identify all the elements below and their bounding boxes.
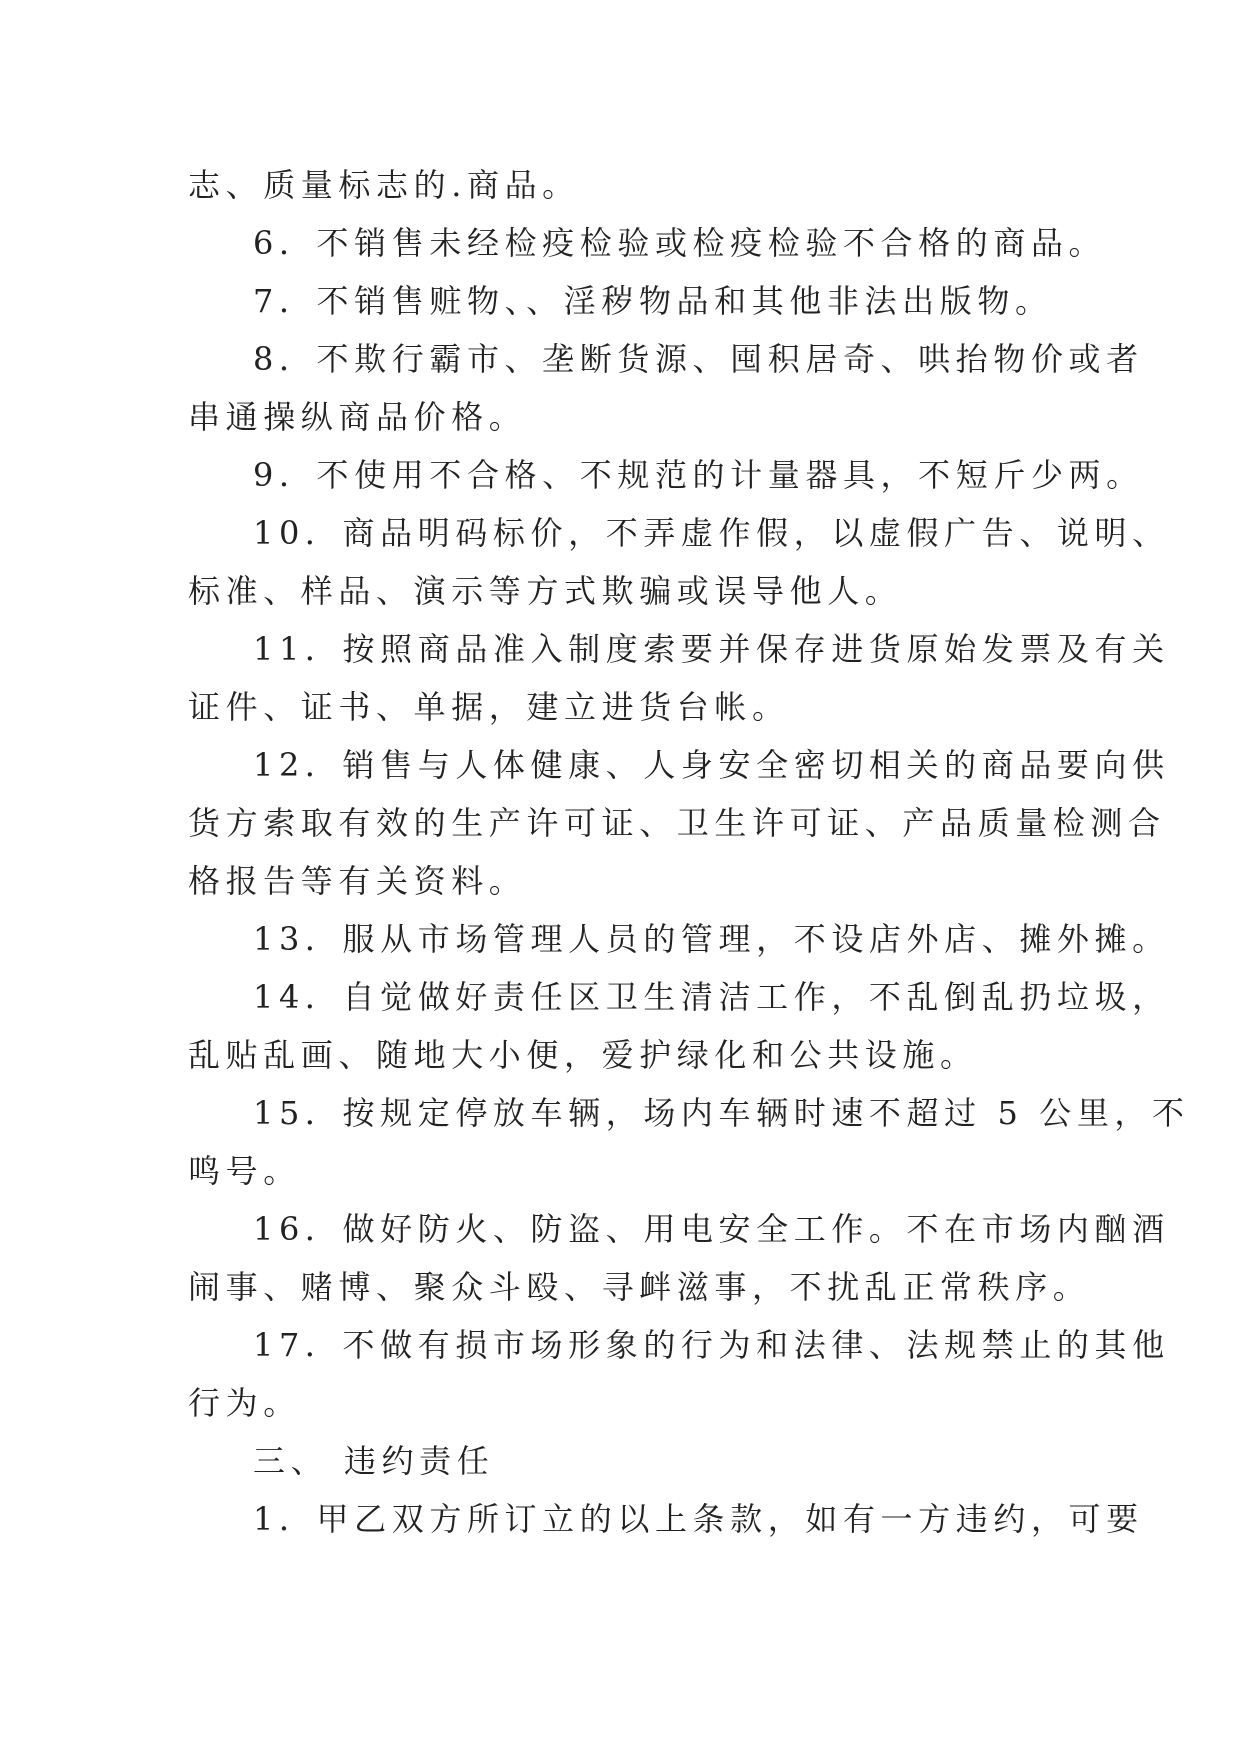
- text-line: 11．按照商品准入制度索要并保存进货原始发票及有关: [253, 630, 1170, 668]
- text-line: 1．甲乙双方所订立的以上条款，如有一方违约，可要: [253, 1500, 1144, 1538]
- text-line: 6．不销售未经检疫检验或检疫检验不合格的商品。: [253, 224, 1107, 262]
- text-line: 12．销售与人体健康、人身安全密切相关的商品要向供: [253, 746, 1170, 784]
- text-line: 格报告等有关资料。: [188, 862, 527, 900]
- text-line: 串通操纵商品价格。: [188, 398, 527, 436]
- text-line: 15．按规定停放车辆，场内车辆时速不超过 5 公里，不: [253, 1094, 1190, 1132]
- text-line: 证件、证书、单据，建立进货台帐。: [188, 688, 790, 726]
- text-line: 10．商品明码标价，不弄虚作假，以虚假广告、说明、: [253, 514, 1170, 552]
- text-line: 14．自觉做好责任区卫生清洁工作，不乱倒乱扔垃圾，: [253, 978, 1170, 1016]
- text-line: 行为。: [188, 1384, 301, 1422]
- section-heading: 三、 违约责任: [253, 1442, 495, 1480]
- text-line: 8．不欺行霸市、垄断货源、囤积居奇、哄抬物价或者: [253, 340, 1144, 378]
- text-line: 7．不销售赃物、、淫秽物品和其他非法出版物。: [253, 282, 1053, 320]
- text-line: 货方索取有效的生产许可证、卫生许可证、产品质量检测合: [188, 804, 1166, 842]
- text-line: 乱贴乱画、随地大小便，爱护绿化和公共设施。: [188, 1036, 978, 1074]
- text-line: 13．服从市场管理人员的管理，不设店外店、摊外摊。: [253, 920, 1170, 958]
- text-line: 志、质量标志的.商品。: [188, 166, 580, 204]
- text-line: 9．不使用不合格、不规范的计量器具，不短斤少两。: [253, 456, 1144, 494]
- text-line: 标准、样品、演示等方式欺骗或误导他人。: [188, 572, 903, 610]
- text-line: 鸣号。: [188, 1152, 301, 1190]
- text-line: 17．不做有损市场形象的行为和法律、法规禁止的其他: [253, 1326, 1170, 1364]
- text-line: 16．做好防火、防盗、用电安全工作。不在市场内酗酒: [253, 1210, 1170, 1248]
- text-line: 闹事、赌博、聚众斗殴、寻衅滋事，不扰乱正常秩序。: [188, 1268, 1091, 1306]
